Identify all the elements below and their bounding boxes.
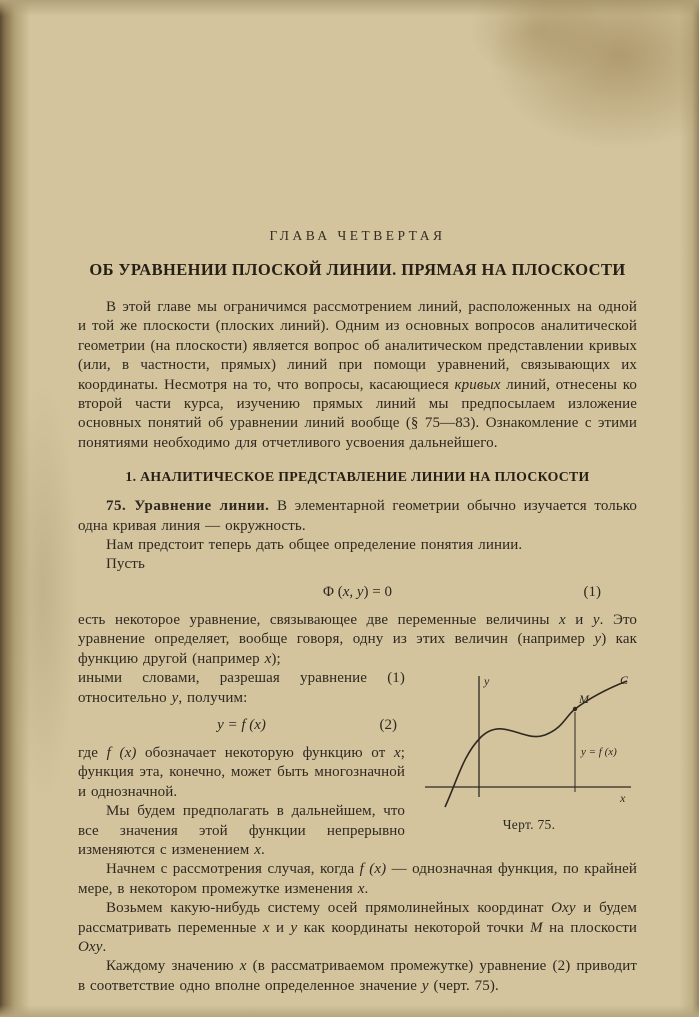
function-curve [445,681,627,807]
text-run: Возьмем какую-нибудь систему осей прямолинейных координат [106,900,552,917]
italic-word: кривых [454,376,501,393]
paper-stain [8,380,78,800]
figure-caption: Черт. 75. [502,817,556,833]
math-var: y [171,689,179,706]
text-run: и будем рассматривать переменные [78,900,637,936]
text-run: на плоскости [542,919,637,936]
text-run: . [364,880,369,897]
text-run: Мы будем предполагать в дальнейшем, что все значения этой функции непрерывно изменяются с изменением [78,803,405,858]
equation-1-formula [323,584,392,600]
point-m-label: M [579,692,589,707]
section-heading: 1. АНАЛИТИЧЕСКОЕ ПРЕДСТАВЛЕНИЕ ЛИНИИ НА ПЛОСКОСТИ [125,469,590,485]
text-run: ); [271,650,281,667]
curve-label: C [620,673,629,688]
math-var: y [594,631,602,648]
text-run: . [102,938,107,955]
math-var: x [357,880,365,897]
intro-paragraph [78,298,637,453]
text-run: как координаты некоторой точки [297,919,531,936]
math-var: x [393,744,401,761]
text-run: . [260,841,265,858]
figure-75 [421,671,637,833]
text-run: где [78,744,107,761]
math-var: x [254,841,261,858]
text-run: обозначает некоторую функцию от [136,744,394,761]
math-var: f (x) [359,861,387,878]
math-var: x [262,919,270,936]
text-run: , получим: [178,689,248,706]
math-var: x [559,611,566,628]
text-run: ) как функцию другой (например [78,631,637,667]
text-run: В этой главе мы ограничимся рассмотрением линий, расположенных на одной и той же плоскости (плоских линий). Одним из основных вопросов аналитической геометрии (на плоскости) является вопрос об аналитическом представлении кривых (или, в частности, прямых) линий при помощи уравнений, связывающих их координаты. Несмотря на то, что вопросы, касающиеся [78,299,637,393]
equation-1-number: (1) [583,583,601,600]
math-var: x, y [342,583,364,600]
equation-2-formula: y = f (x) [217,716,266,733]
point-m [573,707,577,711]
math-var: y [592,611,600,628]
math-var: y [290,919,298,936]
text-run: и [269,919,291,936]
paragraph [78,611,637,669]
math-var: f (x) [106,744,137,761]
text-run: Φ ( [322,583,343,600]
text-run: ) = 0 [363,583,392,600]
equation-2 [78,717,637,734]
equation-1 [78,584,637,601]
math-var: Oxy [551,900,576,917]
figure-75-drawing [421,671,637,813]
page-title: ОБ УРАВНЕНИИ ПЛОСКОЙ ЛИНИИ. ПРЯМАЯ НА ПЛОСКОСТИ [89,260,626,279]
x-axis-label: x [620,791,626,806]
y-axis-label: y [484,674,490,689]
text-run: Каждому значению [106,958,240,975]
paragraph-75-lead: 75. Уравнение линии. [106,498,270,515]
text-run: . Это уравнение определяет, вообще говоря, одну из этих величин (например [78,611,638,648]
math-var: M [530,919,543,936]
paragraph [78,957,637,996]
paragraph: Пусть [106,556,145,573]
math-var: x [264,650,272,667]
paragraph-75 [78,497,637,536]
text-run: (в рассматриваемом промежутке) уравнение (2) приводит в соответствие одно вполне определенное значение [78,958,637,994]
math-var: x [239,958,247,975]
paragraph: Нам предстоит теперь дать общее определение понятия линии. [106,537,523,554]
text-run: иными словами, разрешая уравнение (1) относительно [78,670,405,706]
text-run: Начнем с рассмотрения случая, когда [106,861,360,878]
text-run: и [565,611,593,628]
text-run: есть некоторое уравнение, связывающее две переменные величины [78,611,559,628]
paragraph [78,899,637,957]
text-run: ; функция эта, конечно, может быть многозначной и однозначной. [78,744,405,800]
equation-2-number: (2) [379,716,397,733]
page-edge-bottom [0,1005,699,1017]
text-run: (черт. 75). [428,977,499,994]
page-content [78,228,637,996]
math-var: Oxy [78,938,103,955]
text-run: — однозначная функция, по крайней мере, в некотором промежутке изменения [78,861,637,897]
chapter-heading: ГЛАВА ЧЕТВЕРТАЯ [269,228,446,243]
text-run: В элементарной геометрии обычно изучается только одна кривая линия — окружность. [78,498,638,534]
page-edge-right [679,0,699,1017]
ordinate-label: y = f (x) [581,746,617,759]
text-run: линий, отнесены ко второй части курса, изучению прямых линий мы предпосылаем изложение основных понятий об уравнении линий вообще (§ 75—83). Ознакомление с этими понятиями необходимо для отчетливого усвоения дальнейшего. [78,376,637,451]
paragraph [78,860,637,899]
math-var: y [421,977,429,994]
